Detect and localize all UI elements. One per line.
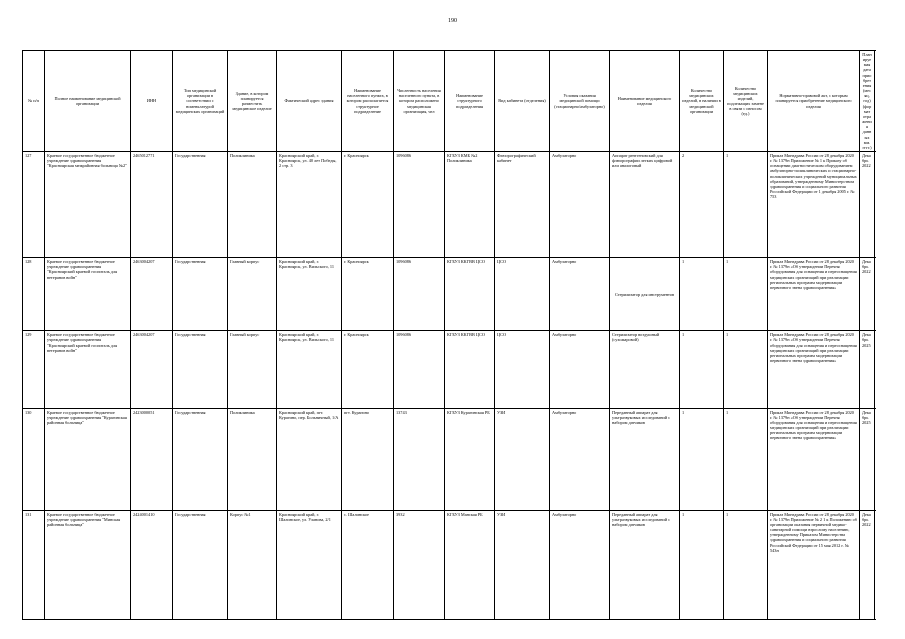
header-device: Наименование медицинского изделия <box>610 51 680 152</box>
cell-device: Стерилизатор для инструментов <box>610 258 680 331</box>
cell-org-type: Государственная <box>173 510 228 619</box>
table-row <box>23 331 875 408</box>
header-planned-date: Планируемая дата приобретения (месяц, год) (формат отражения данных мм. гггг.) <box>860 51 875 152</box>
cell-replace: 1 <box>724 258 768 331</box>
cell-population: 13743 <box>394 408 445 510</box>
header-number: № п/п <box>23 51 45 152</box>
cell-planned-date: Декабрь 2022 <box>860 510 875 619</box>
cell-number: 131 <box>23 510 45 619</box>
header-cabinet: Вид кабинета (отделения) <box>495 51 550 152</box>
cell-cabinet: УЗИ <box>495 408 550 510</box>
cell-org-type: Государственная <box>173 408 228 510</box>
cell-org-type: Государственная <box>173 331 228 408</box>
cell-org-type: Государственная <box>173 258 228 331</box>
cell-building: Поликлиника <box>228 408 277 510</box>
cell-address: Красноярский край, г. Красноярск, ул. Вильского, 11 <box>277 331 342 408</box>
cell-unit: КГБУЗ КМБ №2 Поликлиника <box>445 151 495 257</box>
cell-conditions: Амбулаторно <box>550 408 610 510</box>
cell-conditions: Амбулаторно <box>550 510 610 619</box>
cell-address: Красноярский край, г. Шалинское, ул. Уланова, 2/1 <box>277 510 342 619</box>
cell-inn: 2423000051 <box>131 408 173 510</box>
cell-number: 128 <box>23 258 45 331</box>
cell-device: Переданный аппарат для ультразвуковых исследований с набором датчиков <box>610 408 680 510</box>
cell-building: Главный корпус <box>228 258 277 331</box>
cell-locality: г. Красноярск <box>342 258 394 331</box>
cell-building: Корпус №1 <box>228 510 277 619</box>
cell-planned-date: Декабрь 2022 <box>860 151 875 257</box>
cell-available: 1 <box>680 510 724 619</box>
cell-legal-act: Приказ Минздрава России от 28 декабря 2020 г. № 1379н «Об утверждении Перечня оборудования для оснащения и переоснащения медицинских организаций при реализации региональных программ модернизации первичного звена здравоохранения» <box>768 258 860 331</box>
cell-cabinet: ЦСО <box>495 331 550 408</box>
cell-locality: г. Красноярск <box>342 151 394 257</box>
cell-population: 1096086 <box>394 258 445 331</box>
table-row <box>23 408 875 510</box>
cell-available: 1 <box>680 258 724 331</box>
cell-available: 2 <box>680 151 724 257</box>
cell-inn: 2424001410 <box>131 510 173 619</box>
cell-legal-act: Приказ Минздрава России от 28 декабря 2020 г. № 1379н «Об утверждении Перечня оборудования для оснащения и переоснащения медицинских организаций при реализации региональных программ модернизации первичного звена здравоохранения» <box>768 331 860 408</box>
header-address: Фактический адрес здания <box>277 51 342 152</box>
cell-organization: Краевое государственное бюджетное учреждение здравоохранения "Минская районная больница" <box>45 510 131 619</box>
cell-inn: 2463004207 <box>131 331 173 408</box>
header-locality: Наименование населенного пункта, в котором располагается структурное подразделение <box>342 51 394 152</box>
cell-legal-act: Приказ Минздрава России от 28 декабря 2020 г. № 1379н «Об утверждении Перечня оборудования для оснащения и переоснащения медицинских организаций при реализации региональных программ модернизации первичного звена здравоохранения» <box>768 408 860 510</box>
cell-inn: 2465012771 <box>131 151 173 257</box>
cell-available: 1 <box>680 408 724 510</box>
header-available: Количество медицинских изделий, в наличии в медицинской организации <box>680 51 724 152</box>
table-row <box>23 510 875 619</box>
header-replace: Количество медицинских изделий, подлежащих замене в связи с износом (ед.) <box>724 51 768 152</box>
cell-conditions: Амбулаторно <box>550 151 610 257</box>
cell-address: Красноярский край, пгт. Курагино, пер. Больничный, 1/А <box>277 408 342 510</box>
cell-locality: пгт. Курагино <box>342 408 394 510</box>
header-inn: ИНН <box>131 51 173 152</box>
cell-organization: Краевое государственное бюджетное учреждение здравоохранения "Красноярский краевой госпиталь для ветеранов войн" <box>45 331 131 408</box>
header-conditions: Условия оказания медицинской помощи (стационарно/амбулаторно) <box>550 51 610 152</box>
cell-population: 1096086 <box>394 151 445 257</box>
cell-address: Красноярский край, г. Красноярск, ул. Вильского, 11 <box>277 258 342 331</box>
cell-device: Переданный аппарат для ультразвуковых исследований с набором датчиков <box>610 510 680 619</box>
cell-organization: Краевое государственное бюджетное учреждение здравоохранения "Красноярский краевой госпиталь для ветеранов войн" <box>45 258 131 331</box>
cell-planned-date: Декабрь 2025 <box>860 408 875 510</box>
cell-address: Красноярский край, г. Красноярск, ул. 40 лет Победы, 2 стр. 3 <box>277 151 342 257</box>
cell-legal-act: Приказ Минздрава России от 28 декабря 2020 г. № 1379н Приложение № 1 к Приказу об оснащении диагностическим оборудованием амбулаторно-поликлинических и стационарно-поликлинических учреждений муниципальных образований, утвержденному Министерством здравоохранения и социального развития Российской Федерации от 1 декабря 2005 г. № 753 <box>768 151 860 257</box>
header-legal-act: Нормативно-правовой акт, с которым планируется приобретение медицинского изделия <box>768 51 860 152</box>
cell-replace: 1 <box>724 408 768 510</box>
cell-population: 3932 <box>394 510 445 619</box>
cell-device: Стерилизатор воздушный (сухожаровой) <box>610 331 680 408</box>
cell-device: Аппарат рентгеновский для флюорографии легких цифровой или аналоговый <box>610 151 680 257</box>
cell-number: 129 <box>23 331 45 408</box>
cell-available: 1 <box>680 331 724 408</box>
cell-locality: с. Шалинское <box>342 510 394 619</box>
cell-cabinet: Флюорографический кабинет <box>495 151 550 257</box>
header-unit: Наименование структурного подразделения <box>445 51 495 152</box>
cell-planned-date: Декабрь 2025 <box>860 331 875 408</box>
cell-unit: КГБУЗ Курагинская РБ <box>445 408 495 510</box>
cell-organization: Краевое государственное бюджетное учреждение здравоохранения "Красноярская межрайонная больница №2" <box>45 151 131 257</box>
cell-planned-date: Декабрь 2022 <box>860 258 875 331</box>
cell-replace: 1 <box>724 331 768 408</box>
header-organization: Полное наименование медицинской организации <box>45 51 131 152</box>
cell-building: Поликлиника <box>228 151 277 257</box>
cell-population: 1096086 <box>394 331 445 408</box>
cell-legal-act: Приказ Минздрава России от 28 декабря 2020 г. № 1379н Приложение № 2 1 к Положению об организации оказания первичной медико-санитарной помощи взрослому населению, утвержденному Приказом Министерства здравоохранения и социального развития Российской Федерации от 15 мая 2012 г. № 543н <box>768 510 860 619</box>
equipment-registry-table <box>22 50 875 620</box>
cell-unit: КГБУЗ ККГВВ ЦСО <box>445 258 495 331</box>
header-org-type: Тип медицинской организации в соответствии с номенклатурой медицинских организаций <box>173 51 228 152</box>
cell-org-type: Государственная <box>173 151 228 257</box>
cell-replace: 1 <box>724 510 768 619</box>
cell-conditions: Амбулаторно <box>550 258 610 331</box>
cell-number: 127 <box>23 151 45 257</box>
cell-conditions: Амбулаторно <box>550 331 610 408</box>
cell-organization: Краевое государственное бюджетное учреждение здравоохранения "Курагинская районная больница" <box>45 408 131 510</box>
header-population: Численность населения населенного пункта, в котором расположено медицинская организация, чел <box>394 51 445 152</box>
cell-cabinet: ЦСО <box>495 258 550 331</box>
cell-locality: г. Красноярск <box>342 331 394 408</box>
page-number: 190 <box>448 18 457 24</box>
cell-replace: 1 <box>724 151 768 257</box>
cell-inn: 2463004207 <box>131 258 173 331</box>
cell-unit: КГБУЗ Манская РБ <box>445 510 495 619</box>
table-row <box>23 151 875 257</box>
header-building: Здание, в котором планируется разместить медицинское изделие <box>228 51 277 152</box>
table-header-row <box>23 51 875 152</box>
table-row <box>23 258 875 331</box>
cell-number: 130 <box>23 408 45 510</box>
cell-cabinet: УЗИ <box>495 510 550 619</box>
cell-unit: КГБУЗ ККГВВ ЦСО <box>445 331 495 408</box>
cell-building: Главный корпус <box>228 331 277 408</box>
